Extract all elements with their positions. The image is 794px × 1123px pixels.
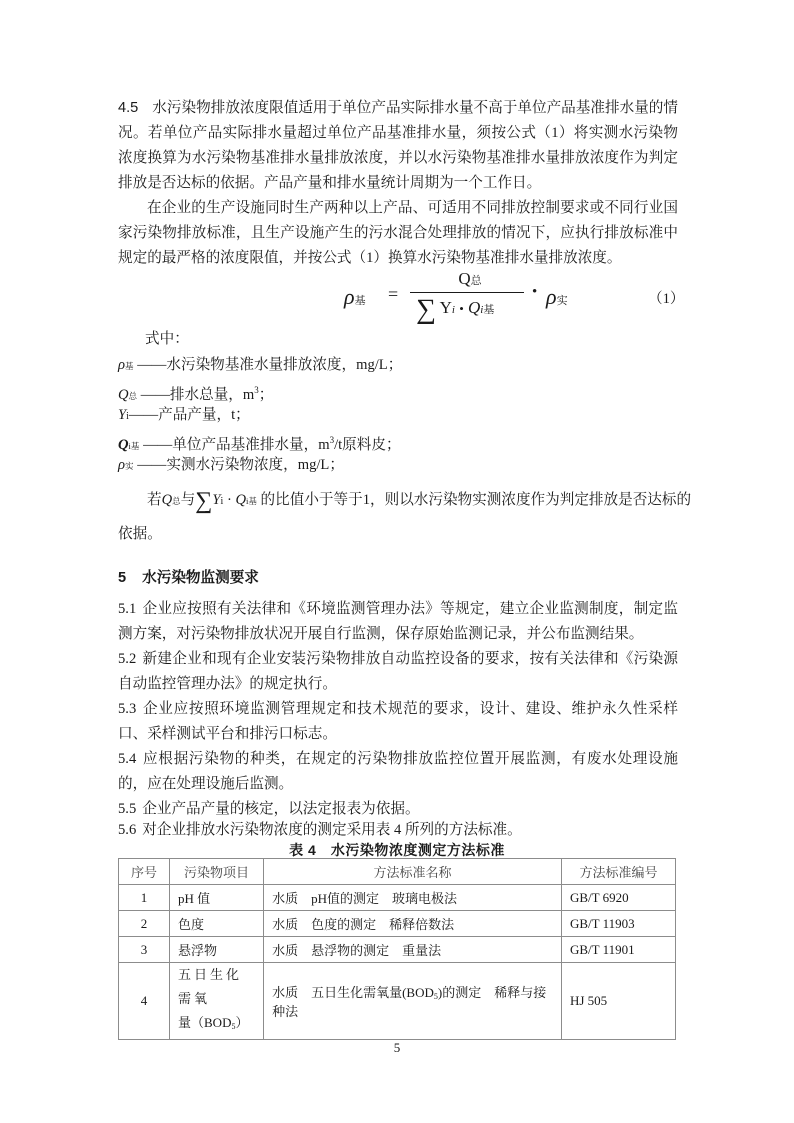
header-item: 污染物项目 xyxy=(170,859,264,885)
ratio-and: 与 xyxy=(180,492,196,508)
den-q-sub-i: i xyxy=(480,304,484,316)
den-y-sub: i xyxy=(451,304,455,316)
method-prefix: 水质 五日生化需氧量(BOD xyxy=(272,985,434,1000)
formula-rhs xyxy=(546,284,568,310)
item-number: 5.3 xyxy=(118,701,137,717)
cell-code: GB/T 6920 xyxy=(561,885,675,911)
cell-code: HJ 505 xyxy=(561,963,675,1040)
formula-numerator xyxy=(410,266,530,292)
table-row xyxy=(119,937,676,963)
def-sub: 基 xyxy=(125,361,134,371)
section-5-3 xyxy=(118,697,678,747)
den-bullet: • xyxy=(459,301,464,316)
section-5-title: 水污染物监测要求 xyxy=(142,570,259,586)
def-text: 水污染物基准水量排放浓度，mg/L； xyxy=(166,357,403,373)
section-5-heading xyxy=(118,566,259,587)
formula-lhs-sub: 基 xyxy=(354,295,366,307)
cell-method: 水质 pH值的测定 玻璃电极法 xyxy=(264,885,562,911)
ratio-qi-sub: i基 xyxy=(246,496,257,506)
ratio-paragraph-line2: 依据。 xyxy=(118,526,162,542)
table-row xyxy=(119,911,676,937)
def-dash: —— xyxy=(128,407,159,423)
ratio-y-sub: i xyxy=(220,496,224,507)
formula-denominator xyxy=(410,293,530,323)
den-q: Q xyxy=(468,298,481,317)
def-dash: —— xyxy=(137,357,167,373)
item-text: 应根据污染物的种类，在规定的污染物排放监控位置开展监测，有废水处理设施的，应在处理设施后监测。 xyxy=(118,751,678,792)
definition-item xyxy=(118,353,402,379)
numerator-symbol: Q xyxy=(458,269,471,288)
item-text: 企业应按照环境监测管理规定和技术规范的要求，设计、建设、维护永久性采样口、采样测试平台和排污口标志。 xyxy=(118,701,678,742)
def-dash: —— xyxy=(137,457,167,473)
multi-product-paragraph: 在企业的生产设施同时生产两种以上产品、可适用不同排放控制要求或不同行业国家污染物排放标准，且生产设施产生的污水混合处理排放的情况下，应执行排放标准中规定的最严格的浓度限值，并按公式（1）换算水污染物基准排水量排放浓度。 xyxy=(118,200,678,266)
formula-rhs-sub: 实 xyxy=(556,295,568,307)
section-5-1 xyxy=(118,597,678,647)
header-method-name: 方法标准名称 xyxy=(264,859,562,885)
def-sub: i xyxy=(126,411,129,422)
def-symbol: Y xyxy=(118,407,127,423)
item-text: 对企业排放水污染物浓度的测定采用表 4 所列的方法标准。 xyxy=(142,822,522,838)
cell-index: 3 xyxy=(119,937,170,963)
item-number: 5.1 xyxy=(118,601,137,617)
def-sup: 3 xyxy=(329,435,335,445)
method-sub: 5 xyxy=(433,992,438,1001)
def-symbol: ρ xyxy=(118,457,126,473)
ratio-dot: · xyxy=(226,492,232,508)
cell-item: 悬浮物 xyxy=(170,937,264,963)
ratio-prefix: 若 xyxy=(147,492,162,508)
item-sub: 5 xyxy=(231,1022,236,1031)
cell-index: 2 xyxy=(119,911,170,937)
section-5-2 xyxy=(118,647,678,697)
page-number: 5 xyxy=(393,1040,401,1055)
equation-number: （1） xyxy=(648,291,685,307)
item-number: 5.6 xyxy=(118,822,137,838)
cell-item-line2 xyxy=(178,1011,255,1039)
item-line2-prefix: 量（BOD xyxy=(178,1015,232,1030)
header-method-code: 方法标准编号 xyxy=(561,859,675,885)
formula-bullet: • xyxy=(532,284,538,300)
def-symbol: Q xyxy=(118,437,129,453)
table-row xyxy=(119,885,676,911)
den-y: Y xyxy=(439,298,452,317)
definition-item xyxy=(118,453,344,479)
definitions-intro: 式中： xyxy=(145,331,189,347)
item-line2-suffix: ） xyxy=(235,1015,249,1030)
item-text: 企业产品产量的核定，以法定报表为依据。 xyxy=(142,801,420,817)
def-sub: 总 xyxy=(128,391,138,401)
formula-lhs-symbol: ρ xyxy=(344,284,355,309)
table-row xyxy=(119,963,676,1040)
item-text: 新建企业和现有企业安装污染物排放自动监控设备的要求，按有关法律和《污染源自动监控管理办法》的规定执行。 xyxy=(118,651,678,692)
ratio-y: Y xyxy=(212,492,221,508)
cell-code: GB/T 11901 xyxy=(561,937,675,963)
formula-1 xyxy=(340,264,568,325)
def-symbol: Q xyxy=(118,387,129,403)
header-index: 序号 xyxy=(119,859,170,885)
formula-rhs-symbol: ρ xyxy=(546,284,557,309)
formula-fraction xyxy=(410,266,530,323)
section-5-number: 5 xyxy=(118,570,127,586)
numerator-sub: 总 xyxy=(470,275,482,287)
def-text-suffix: /t原料皮； xyxy=(334,437,401,453)
def-text: 产品产量，t； xyxy=(158,407,250,423)
ratio-sigma: ∑ xyxy=(195,488,213,514)
cell-item-line1: 五日生化需氧 xyxy=(178,967,243,1006)
cell-code: GB/T 11903 xyxy=(561,911,675,937)
den-q-sub: 基 xyxy=(483,304,495,316)
item-number: 5.5 xyxy=(118,801,137,817)
def-sup: 3 xyxy=(254,385,259,395)
ratio-q-sub: 总 xyxy=(172,496,181,506)
sigma-symbol: ∑ xyxy=(416,294,436,325)
table-header-row xyxy=(119,859,676,885)
cell-item xyxy=(170,963,264,1040)
table-4 xyxy=(118,858,676,1040)
item-number: 5.2 xyxy=(118,651,137,667)
ratio-q: Q xyxy=(161,492,173,508)
section-4-5-number: 4.5 xyxy=(118,100,139,116)
def-text-suffix: ； xyxy=(258,387,274,403)
formula-equals: = xyxy=(388,284,399,304)
def-text: 实测水污染物浓度，mg/L； xyxy=(166,457,344,473)
item-number: 5.4 xyxy=(118,751,137,767)
ratio-qi: Q xyxy=(235,492,247,508)
section-4-5-text: 水污染物排放浓度限值适用于单位产品实际排水量不高于单位产品基准排水量的情况。若单位产品实际排水量超过单位产品基准排水量，须按公式（1）将实测水污染物浓度换算为水污染物基准排水量排放浓度，并以水污染物基准排水量排放浓度作为判定排放是否达标的依据。产品产量和排水量统计周期为一个工作日。 xyxy=(118,100,678,191)
def-dash: —— xyxy=(140,387,170,403)
formula-lhs xyxy=(344,284,366,310)
section-5-4 xyxy=(118,747,678,797)
method-suffix: )的测定 稀释与接种法 xyxy=(272,985,547,1019)
ratio-text: 的比值小于等于1，则以水污染物实测浓度作为判定排放是否达标的 xyxy=(256,492,692,508)
def-symbol: ρ xyxy=(118,357,126,373)
item-text: 企业应按照有关法律和《环境监测管理办法》等规定，建立企业监测制度，制定监测方案，对污染物排放状况开展自行监测，保存原始监测记录，并公布监测结果。 xyxy=(118,601,678,642)
cell-item: 色度 xyxy=(170,911,264,937)
def-dash: —— xyxy=(143,437,173,453)
table-4-title: 表 4 水污染物浓度测定方法标准 xyxy=(289,842,505,858)
cell-index: 1 xyxy=(119,885,170,911)
section-4-5-paragraph xyxy=(118,96,678,196)
cell-index: 4 xyxy=(119,963,170,1040)
def-sub: 实 xyxy=(125,461,134,471)
ratio-paragraph-line1 xyxy=(147,488,692,514)
cell-method: 水质 色度的测定 稀释倍数法 xyxy=(264,911,562,937)
cell-method xyxy=(264,963,562,1040)
definition-item xyxy=(118,403,250,429)
def-text: 排水总量，m xyxy=(169,387,255,403)
cell-item: pH 值 xyxy=(170,885,264,911)
cell-item-lines xyxy=(178,963,255,1039)
def-sub: i基 xyxy=(128,441,140,451)
cell-method: 水质 悬浮物的测定 重量法 xyxy=(264,937,562,963)
def-text: 单位产品基准排水量，m xyxy=(172,437,330,453)
